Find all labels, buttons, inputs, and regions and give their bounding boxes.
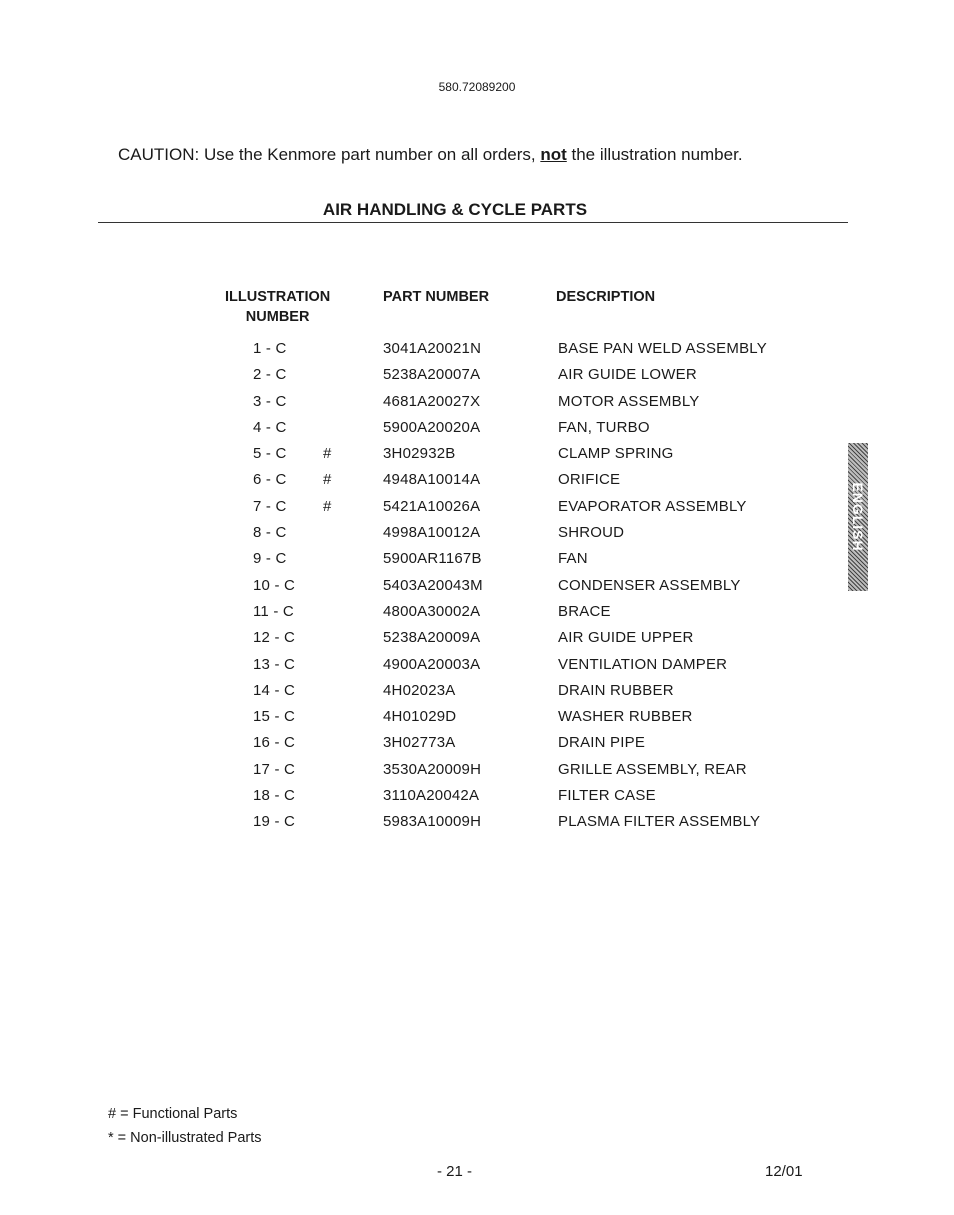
- part-description: FAN: [558, 550, 588, 568]
- part-description: AIR GUIDE LOWER: [558, 366, 697, 384]
- table-row: [0, 627, 954, 653]
- part-description: AIR GUIDE UPPER: [558, 629, 694, 647]
- part-number: 3530A20009H: [383, 760, 482, 778]
- part-number: 4800A30002A: [383, 602, 481, 620]
- caution-emphasis: not: [540, 145, 567, 164]
- part-number: 4998A10012A: [383, 524, 481, 542]
- part-number: 3041A20021N: [383, 340, 482, 357]
- caution-note: [118, 145, 743, 165]
- part-number: 3H02932B: [383, 445, 456, 463]
- illustration-number: 16 - C: [253, 734, 296, 752]
- legend-non-illustrated: * = Non-illustrated Parts: [108, 1130, 262, 1146]
- column-header-part-number: PART NUMBER: [383, 289, 490, 305]
- illustration-number: 17 - C: [253, 760, 296, 778]
- illustration-number: 9 - C: [253, 550, 287, 568]
- part-number: 4H02023A: [383, 681, 456, 699]
- part-number: 4H01029D: [383, 708, 457, 726]
- language-tab: [848, 443, 868, 591]
- model-number: 580.72089200: [438, 80, 516, 94]
- table-row: [0, 469, 954, 495]
- part-number: 5983A10009H: [383, 813, 482, 831]
- revision-date: 12/01: [765, 1163, 803, 1180]
- table-row: [0, 706, 954, 732]
- illustration-number: 10 - C: [253, 576, 296, 594]
- part-number: 5421A10026A: [383, 497, 481, 515]
- part-description: GRILLE ASSEMBLY, REAR: [558, 760, 747, 778]
- section-title: AIR HANDLING & CYCLE PARTS: [322, 200, 588, 219]
- illustration-number: 14 - C: [253, 681, 296, 699]
- part-number: 4681A20027X: [383, 392, 481, 410]
- table-row: [0, 575, 954, 601]
- table-row: [0, 522, 954, 548]
- illustration-number: 11 - C: [253, 602, 294, 620]
- part-description: BRACE: [558, 602, 611, 620]
- part-number: 3H02773A: [383, 734, 456, 752]
- part-description: EVAPORATOR ASSEMBLY: [558, 497, 747, 515]
- part-description: CLAMP SPRING: [558, 445, 674, 463]
- column-header-illustration-line2: NUMBER: [245, 309, 310, 325]
- part-description: CONDENSER ASSEMBLY: [558, 576, 741, 594]
- illustration-number: 5 - C: [253, 445, 287, 463]
- part-description: SHROUD: [558, 524, 625, 542]
- illustration-number: 3 - C: [253, 392, 287, 410]
- table-row: [0, 811, 954, 837]
- part-description: WASHER RUBBER: [558, 708, 693, 726]
- column-header-description: DESCRIPTION: [556, 289, 656, 305]
- table-row: [0, 732, 954, 758]
- part-number: 5238A20009A: [383, 629, 481, 647]
- table-row: [0, 364, 954, 390]
- caution-suffix: the illustration number.: [566, 145, 743, 164]
- illustration-number: 7 - C: [253, 497, 287, 515]
- table-row: [0, 391, 954, 417]
- table-row: [0, 759, 954, 785]
- part-number: 4900A20003A: [383, 655, 481, 673]
- illustration-number: 18 - C: [253, 787, 296, 805]
- part-number: 3110A20042A: [383, 787, 480, 805]
- column-header-illustration-line1: ILLUSTRATION: [225, 289, 331, 305]
- table-row: [0, 338, 954, 364]
- illustration-number: 13 - C: [253, 655, 296, 673]
- part-description: PLASMA FILTER ASSEMBLY: [558, 813, 761, 831]
- part-number: 5900A20020A: [383, 418, 481, 436]
- part-description: FILTER CASE: [558, 787, 656, 805]
- table-row: [0, 548, 954, 574]
- functional-part-flag: #: [323, 445, 332, 463]
- part-number: 5403A20043M: [383, 576, 483, 594]
- part-description: MOTOR ASSEMBLY: [558, 392, 700, 410]
- functional-part-flag: #: [323, 471, 332, 489]
- illustration-number: 12 - C: [253, 629, 296, 647]
- caution-prefix: CAUTION: Use the Kenmore part number on all orders,: [118, 145, 541, 164]
- illustration-number: 19 - C: [253, 813, 296, 831]
- illustration-number: 2 - C: [253, 366, 287, 384]
- illustration-number: 8 - C: [253, 524, 287, 542]
- column-header-illustration: [225, 287, 330, 327]
- part-description: BASE PAN WELD ASSEMBLY: [558, 340, 767, 357]
- part-description: DRAIN PIPE: [558, 734, 646, 752]
- illustration-number: 15 - C: [253, 708, 296, 726]
- part-number: 4948A10014A: [383, 471, 481, 489]
- part-description: DRAIN RUBBER: [558, 681, 674, 699]
- section-divider: [98, 222, 848, 223]
- table-row: [0, 680, 954, 706]
- table-row: [0, 654, 954, 680]
- functional-part-flag: #: [323, 497, 332, 515]
- part-description: VENTILATION DAMPER: [558, 655, 728, 673]
- language-tab-label: ENGLISH: [850, 482, 866, 552]
- page-number: - 21 -: [437, 1163, 473, 1180]
- table-row: [0, 417, 954, 443]
- illustration-number: 4 - C: [253, 418, 287, 436]
- part-description: ORIFICE: [558, 471, 621, 489]
- table-row: [0, 496, 954, 522]
- legend-functional: # = Functional Parts: [108, 1106, 238, 1122]
- part-description: FAN, TURBO: [558, 418, 650, 436]
- illustration-number: 6 - C: [253, 471, 287, 489]
- table-row: [0, 601, 954, 627]
- parts-table: [0, 338, 954, 838]
- part-number: 5238A20007A: [383, 366, 481, 384]
- part-number: 5900AR1167B: [383, 550, 482, 568]
- illustration-number: 1 - C: [253, 340, 287, 357]
- table-row: [0, 785, 954, 811]
- table-row: [0, 443, 954, 469]
